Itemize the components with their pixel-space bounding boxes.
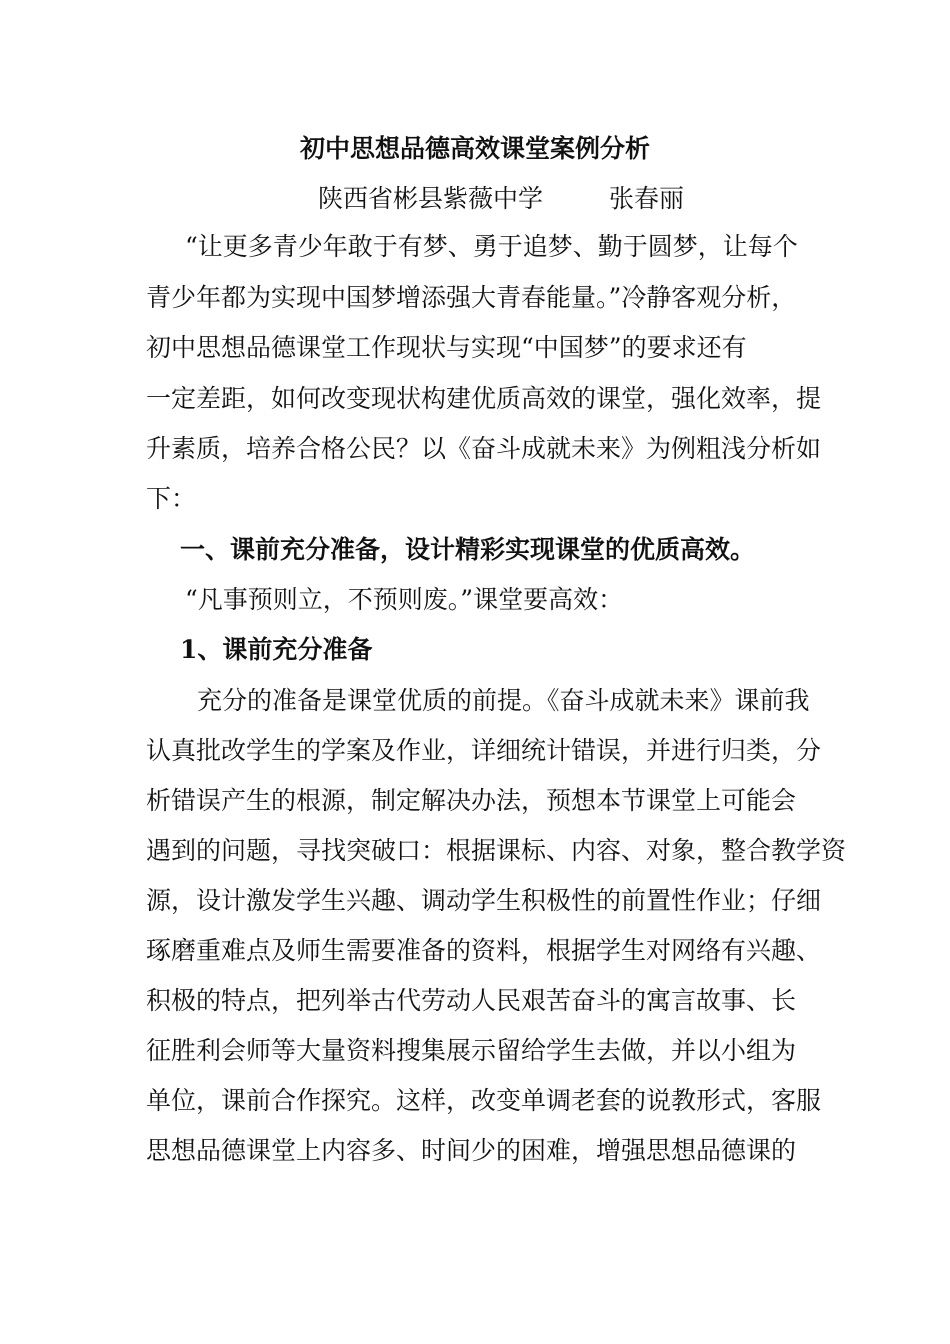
subsection-heading: 1、课前充分准备 [180, 635, 373, 664]
document-title: 初中思想品德高效课堂案例分析 [299, 134, 650, 163]
quote-line: “凡事预则立，不预则废。”课堂要高效： [185, 585, 624, 614]
intro-line: 初中思想品德课堂工作现状与实现“中国梦”的要求还有 [146, 333, 747, 362]
body-line: 遇到的问题，寻找突破口：根据课标、内容、对象，整合教学资 [146, 836, 847, 865]
body-line: 源，设计激发学生兴趣、调动学生积极性的前置性作业；仔细 [146, 886, 822, 915]
body-line: 析错误产生的根源，制定解决办法，预想本节课堂上可能会 [146, 786, 797, 815]
intro-line: 青少年都为实现中国梦增添强大青春能量。”冷静客观分析， [146, 283, 797, 312]
intro-line: “让更多青少年敢于有梦、勇于追梦、勤于圆梦，让每个 [185, 232, 798, 261]
school-name: 陕西省彬县紫薇中学 [318, 184, 544, 213]
body-line: 积极的特点，把列举古代劳动人民艰苦奋斗的寓言故事、长 [146, 986, 797, 1015]
intro-line: 升素质，培养合格公民？以《奋斗成就未来》为例粗浅分析如 [146, 434, 822, 463]
byline [318, 182, 684, 216]
body-line: 思想品德课堂上内容多、时间少的困难，增强思想品德课的 [146, 1136, 797, 1165]
body-line: 充分的准备是课堂优质的前提。《奋斗成就未来》课前我 [197, 686, 810, 715]
intro-line: 一定差距，如何改变现状构建优质高效的课堂，强化效率，提 [146, 384, 822, 413]
body-line: 征胜利会师等大量资料搜集展示留给学生去做，并以小组为 [146, 1036, 797, 1065]
body-line: 认真批改学生的学案及作业，详细统计错误，并进行归类，分 [146, 736, 822, 765]
body-line: 单位，课前合作探究。这样，改变单调老套的说教形式，客服 [146, 1086, 822, 1115]
section-heading: 一、课前充分准备，设计精彩实现课堂的优质高效。 [180, 535, 756, 564]
intro-line: 下： [146, 484, 197, 513]
body-line: 琢磨重难点及师生需要准备的资料，根据学生对网络有兴趣、 [146, 936, 822, 965]
author-name: 张春丽 [609, 184, 685, 213]
